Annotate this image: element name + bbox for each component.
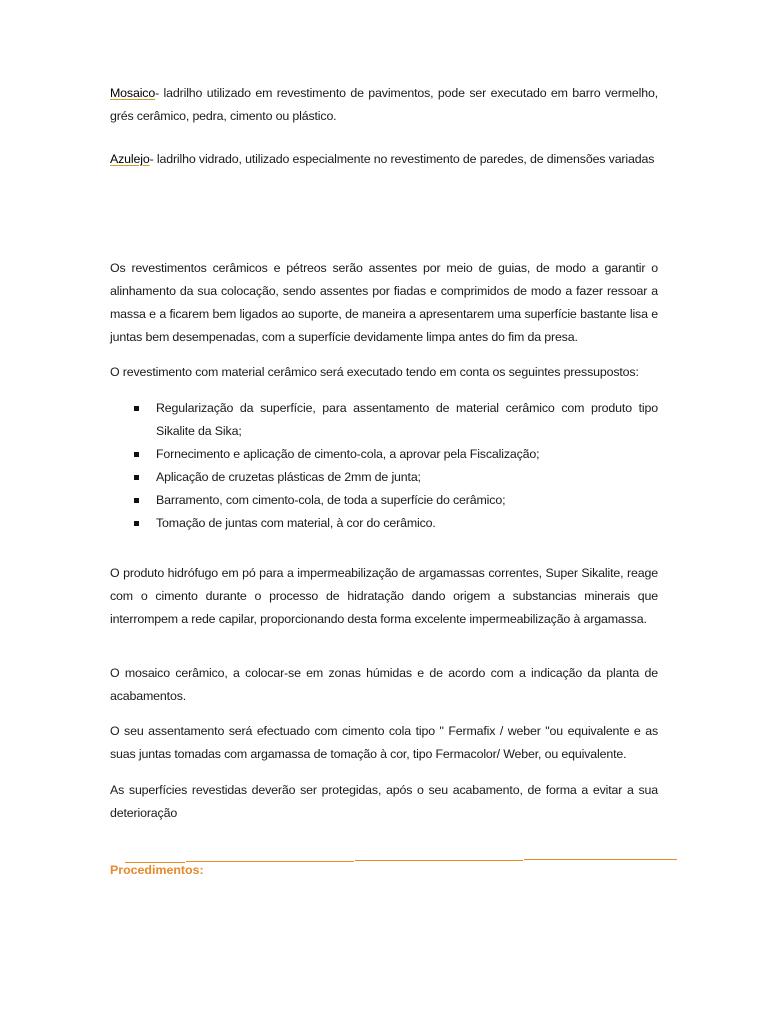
paragraph-assentamento: O seu assentamento será efectuado com cimento cola tipo " Fermafix / weber "ou equivalente e as suas juntas tomadas com argamassa de tomação à cor, tipo Fermacolor/ Weber, ou equivalente.	[110, 724, 658, 761]
definition-mosaico	[110, 82, 658, 128]
bullet-square-icon	[134, 406, 139, 411]
requirements-list	[110, 397, 658, 535]
separator-rule	[524, 859, 677, 860]
paragraph-protecao: As superfícies revestidas deverão ser protegidas, após o seu acabamento, de forma a evitar a sua deterioração	[110, 783, 658, 820]
term-mosaico: Mosaico	[110, 86, 156, 100]
paragraph-list-intro: O revestimento com material cerâmico será executado tendo em conta os seguintes pressupostos:	[110, 365, 639, 379]
term-azulejo: Azulejo	[110, 152, 150, 166]
list-item: Fornecimento e aplicação de cimento-cola, a aprovar pela Fiscalização;	[110, 443, 658, 466]
list-item: Tomação de juntas com material, à cor do cerâmico.	[110, 512, 658, 535]
list-item: Regularização da superfície, para assentamento de material cerâmico com produto tipo Sikalite da Sika;	[110, 397, 658, 443]
section-heading: Procedimentos:	[110, 863, 204, 877]
bullet-square-icon	[134, 452, 139, 457]
bullet-square-icon	[134, 521, 139, 526]
paragraph-mosaico-ceramico: O mosaico cerâmico, a colocar-se em zonas húmidas e de acordo com a indicação da planta de acabamentos.	[110, 666, 658, 703]
list-item: Barramento, com cimento-cola, de toda a superfície do cerâmico;	[110, 489, 658, 512]
bullet-square-icon	[134, 475, 139, 480]
definition-mosaico-text: - ladrilho utilizado em revestimento de pavimentos, pode ser executado em barro vermelho, grés cerâmico, pedra, cimento ou plástico.	[110, 86, 658, 123]
paragraph-hidrofugo: O produto hidrófugo em pó para a impermeabilização de argamassas correntes, Super Sikalite, reage com o cimento durante o processo de hidratação dando origem a substancias minerais que interrompem a rede capilar, proporcionando desta forma excelente impermeabilização à argamassa.	[110, 566, 658, 626]
definition-azulejo	[110, 148, 658, 171]
definition-azulejo-text: - ladrilho vidrado, utilizado especialmente no revestimento de paredes, de dimensões variadas	[149, 152, 655, 166]
bullet-square-icon	[134, 498, 139, 503]
separator-rule	[355, 860, 523, 861]
paragraph-intro: Os revestimentos cerâmicos e pétreos serão assentes por meio de guias, de modo a garantir o alinhamento da sua colocação, sendo assentes por fiadas e comprimidos de modo a fazer ressoar a massa e a ficarem bem ligados ao suporte, de maneira a apresentarem uma superfície bastante lisa e juntas bem desempenadas, com a superfície devidamente limpa antes do fim da presa.	[110, 261, 658, 344]
separator-rule	[186, 861, 354, 862]
list-item: Aplicação de cruzetas plásticas de 2mm de junta;	[110, 466, 658, 489]
